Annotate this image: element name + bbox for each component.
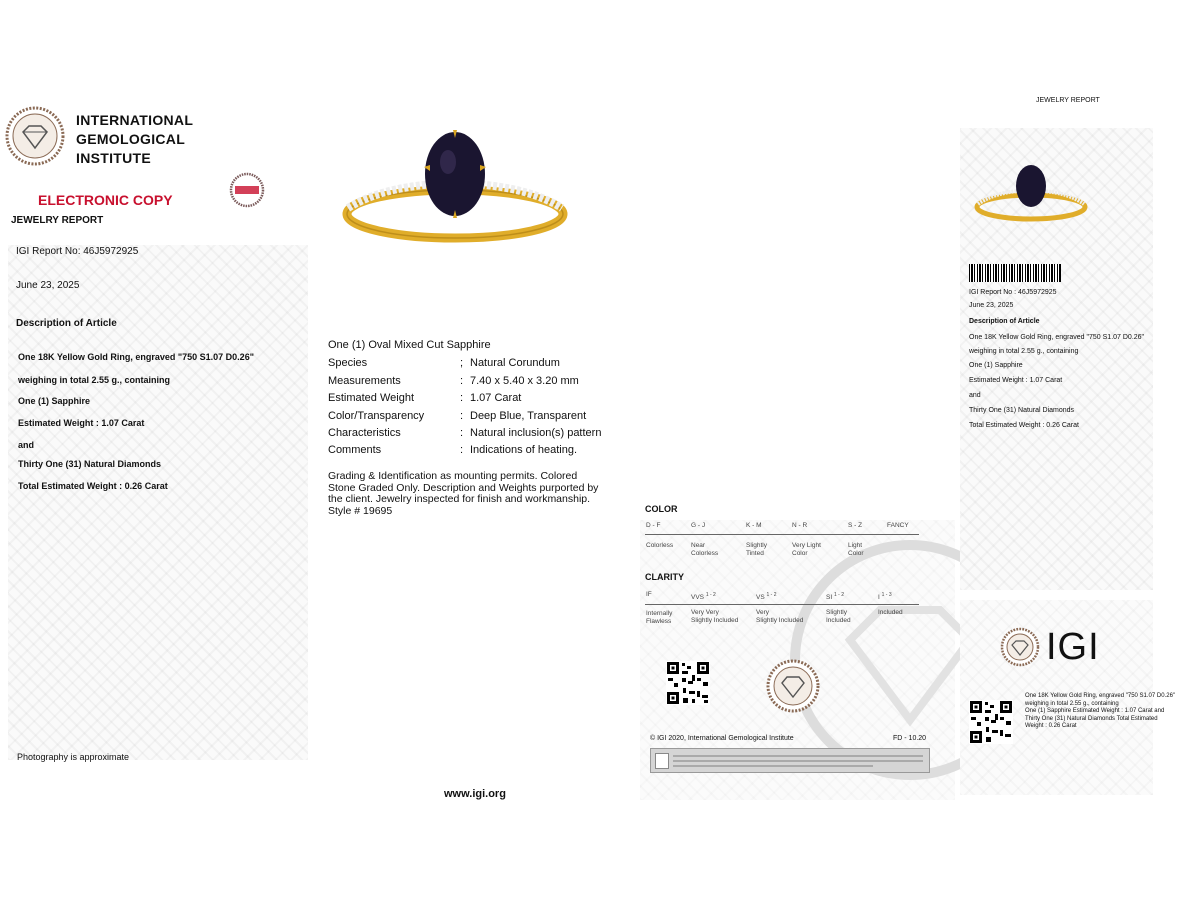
clarity-grade: I $^{1 - 3}$: [878, 592, 892, 602]
right-summary-line: Weight : 0.26 Carat: [1025, 723, 1077, 729]
secure-seal-icon: [228, 172, 266, 208]
detail-value: Indications of heating.: [470, 444, 578, 456]
grading-note-line: Stone Graded Only. Description and Weights purported by: [328, 481, 599, 494]
color-scale-rule: [645, 534, 919, 535]
form-code: FD - 10.20: [893, 735, 927, 742]
right-description-line: Total Estimated Weight : 0.26 Carat: [969, 422, 1079, 429]
detail-value: Natural Corundum: [470, 357, 560, 369]
detail-label: Comments: [328, 444, 382, 456]
report-number: IGI Report No: 46J5972925: [16, 246, 139, 257]
grading-note-line: Style # 19695: [328, 504, 393, 517]
clarity-desc: Slightly Included: [826, 609, 851, 624]
clarity-desc: Very Slightly Included: [756, 609, 804, 624]
right-report-date: June 23, 2025: [969, 302, 1014, 309]
institute-name-line: GEMOLOGICAL: [76, 131, 186, 147]
right-description-line: Thirty One (31) Natural Diamonds: [969, 407, 1075, 414]
right-summary: [1025, 693, 1175, 731]
report-type: JEWELRY REPORT: [11, 215, 104, 226]
color-grade: S - Z: [848, 522, 863, 529]
description-line: One (1) Sapphire: [18, 396, 91, 406]
right-description-line: One (1) Sapphire: [969, 362, 1023, 369]
igi-logo-text: IGI: [1046, 626, 1100, 668]
qr-code-icon[interactable]: [666, 661, 710, 705]
clarity-heading: CLARITY: [645, 572, 684, 582]
security-strip: [650, 748, 930, 773]
website-link[interactable]: www.igi.org: [444, 788, 506, 800]
color-desc: Very Light Color: [792, 542, 821, 557]
grading-note: [328, 471, 598, 517]
right-description-line: Estimated Weight : 1.07 Carat: [969, 377, 1063, 384]
color-grade: D - F: [646, 522, 661, 529]
institute-name-line: INSTITUTE: [76, 150, 152, 166]
clarity-grade: VS $^{1 - 2}$: [756, 592, 777, 602]
description-line: One 18K Yellow Gold Ring, engraved "750 S1.07 D0.26": [18, 352, 254, 362]
detail-value: Natural inclusion(s) pattern: [470, 427, 602, 439]
right-report-type: JEWELRY REPORT: [1036, 97, 1100, 104]
right-summary-line: weighing in total 2.55 g., containing: [1025, 700, 1119, 707]
description-line: and: [18, 440, 35, 450]
grading-note-line: Grading & Identification as mounting permits. Colored: [328, 470, 578, 482]
color-grade: K - M: [746, 522, 762, 529]
detail-value: 1.07 Carat: [470, 392, 522, 404]
right-summary-line: Thirty One (31) Natural Diamonds Total Estimated: [1025, 715, 1158, 722]
ring-photo: [340, 122, 570, 252]
color-heading: COLOR: [645, 504, 678, 514]
detail-label: Characteristics: [328, 427, 401, 439]
clarity-grade: IF: [646, 591, 652, 598]
color-desc: Colorless: [646, 542, 674, 549]
detail-value: Deep Blue, Transparent: [470, 410, 587, 422]
right-summary-line: One (1) Sapphire Estimated Weight : 1.07 Carat and: [1025, 708, 1165, 714]
clarity-desc: Included: [878, 609, 903, 616]
copyright-notice: © IGI 2020, International Gemological Institute: [650, 735, 794, 742]
institute-name: [76, 111, 193, 168]
right-description-line: weighing in total 2.55 g., containing: [969, 348, 1079, 355]
color-desc: Slightly Tinted: [746, 542, 767, 557]
detail-label: Measurements: [328, 375, 401, 387]
right-description-line: One 18K Yellow Gold Ring, engraved "750 S1.07 D0.26": [969, 334, 1145, 341]
right-report-number: IGI Report No : 46J5972925: [969, 289, 1057, 296]
right-description-line: and: [969, 392, 981, 399]
photography-note: Photography is approximate: [17, 752, 130, 762]
institute-name-line: INTERNATIONAL: [76, 112, 194, 128]
description-line: Thirty One (31) Natural Diamonds: [18, 459, 162, 469]
description-line: weighing in total 2.55 g., containing: [18, 375, 171, 385]
ring-thumbnail: [973, 160, 1089, 226]
grading-note-line: the client. Jewelry inspected for finish and workmanship.: [328, 493, 591, 505]
color-grade: G - J: [691, 522, 706, 529]
report-date: June 23, 2025: [16, 280, 80, 291]
qr-code-icon[interactable]: [969, 700, 1013, 744]
clarity-scale-rule: [645, 604, 919, 605]
detail-label: Color/Transparency: [328, 410, 425, 422]
description-line: Total Estimated Weight : 0.26 Carat: [18, 481, 168, 491]
right-description-heading: Description of Article: [969, 318, 1040, 325]
detail-label: Species: [328, 357, 368, 369]
igi-seal-icon: [766, 659, 820, 713]
clarity-desc: Internally Flawless: [646, 610, 673, 625]
description-line: Estimated Weight : 1.07 Carat: [18, 418, 145, 428]
clarity-desc: Very Very Slightly Included: [691, 609, 739, 624]
right-summary-line: One 18K Yellow Gold Ring, engraved "750 S1.07 D0.26": [1025, 693, 1176, 699]
clarity-grade: VVS $^{1 - 2}$: [691, 592, 716, 602]
color-desc: Near Colorless: [691, 542, 719, 557]
igi-seal-icon: [1000, 627, 1040, 667]
barcode: [969, 264, 1061, 282]
detail-label: Estimated Weight: [328, 392, 415, 404]
color-desc: Light Color: [848, 542, 864, 557]
description-heading: Description of Article: [16, 318, 117, 329]
detail-value: 7.40 x 5.40 x 3.20 mm: [470, 375, 579, 387]
electronic-copy-label: ELECTRONIC COPY: [38, 192, 173, 208]
clarity-grade: SI $^{1 - 2}$: [826, 592, 844, 602]
color-grade: FANCY: [887, 522, 909, 529]
color-grade: N - R: [792, 522, 808, 529]
igi-seal-icon: [5, 106, 65, 166]
stone-title: One (1) Oval Mixed Cut Sapphire: [328, 339, 491, 351]
